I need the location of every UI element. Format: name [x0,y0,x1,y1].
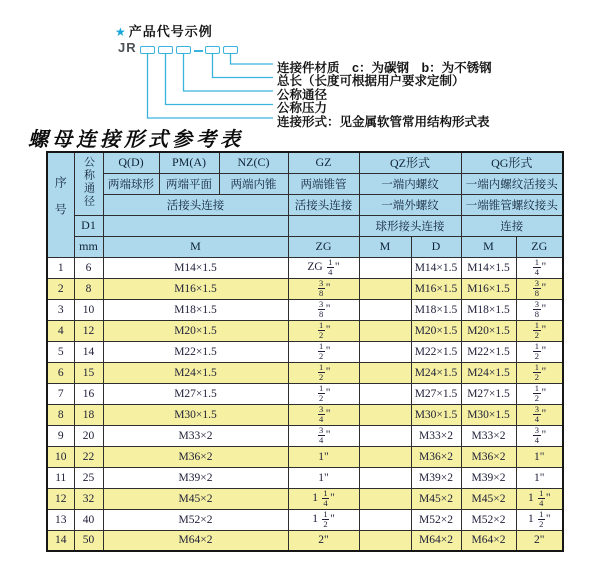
table-row [47,320,563,341]
code-box-2 [158,46,173,54]
cell-gz-zg: $\frac{1}{2}$ " [288,362,359,383]
header-qg-row2: 一端内螺纹活接头 [461,173,563,194]
header-form-q: Q(D) [103,152,159,173]
cell-m: M45×2 [103,488,288,509]
cell-qz-d: M16×1.5 [411,278,461,299]
cell-serial: 2 [47,278,74,299]
header-qg-zg: ZG [516,236,563,257]
cell-serial: 7 [47,383,74,404]
header-mm: mm [74,236,103,257]
label-nominal-pressure: 公称压力 [277,101,328,115]
header-qg-row3: 一端锥管螺纹接头 [461,194,563,215]
fraction: $\frac{3}{4}$ [319,404,324,424]
cell-qg-zg: $\frac{1}{2}$ " [516,341,563,362]
cell-qg-zg: $\frac{1}{2}$ " [516,362,563,383]
cell-dn: 12 [74,320,103,341]
cell-qz-d: M24×1.5 [411,362,461,383]
cell-m: M18×1.5 [103,299,288,320]
cell-qz-m [359,467,411,488]
cell-dn: 18 [74,404,103,425]
cell-serial: 10 [47,446,74,467]
fraction: $\frac{1}{2}$ [539,509,544,529]
cell-qg-zg: 1" [516,467,563,488]
cell-gz-zg: $\frac{1}{2}$ " [288,341,359,362]
header-zg: ZG [288,236,359,257]
cell-qz-m [359,299,411,320]
table-body [47,257,563,551]
label-connection-form: 连接形式：见金属软管常用结构形式表 [277,114,490,129]
cell-serial: 13 [47,509,74,530]
cell-m: M24×1.5 [103,362,288,383]
cell-serial: 3 [47,299,74,320]
cell-qz-d: M64×2 [411,530,461,551]
header-qg-m: M [461,236,516,257]
code-dash [194,50,203,52]
header-union-connect: 活接头连接 [103,194,288,215]
header-nominal-diameter: 公称通径 [74,152,103,215]
cell-dn: 22 [74,446,103,467]
cell-qz-m [359,341,411,362]
diagram-heading-text: 产品代号示例 [128,24,213,39]
cell-serial: 11 [47,467,74,488]
table-row [47,530,563,551]
table-row [47,509,563,530]
cell-serial: 1 [47,257,74,278]
cell-gz-zg: $\frac{1}{2}$ " [288,383,359,404]
cell-gz-zg: 1" [288,467,359,488]
header-pm-ends: 两端平面 [159,173,219,194]
label-nominal-diameter: 公称通径 [277,87,328,102]
header-d1: D1 [74,215,103,236]
cell-m: M22×1.5 [103,341,288,362]
table-row [47,467,563,488]
cell-serial: 9 [47,425,74,446]
table-row [47,446,563,467]
cell-qg-m: M30×1.5 [461,404,516,425]
cell-qg-m: M52×2 [461,509,516,530]
cell-qg-zg: $\frac{3}{8}$ " [516,278,563,299]
cell-qz-d: M30×1.5 [411,404,461,425]
cell-dn: 25 [74,467,103,488]
header-form-qz: QZ形式 [359,152,461,173]
code-prefix: JR [118,40,137,55]
fraction: $\frac{1}{2}$ [534,383,540,403]
fraction: $\frac{1}{2}$ [534,341,540,361]
code-box-3 [176,46,191,54]
cell-qz-m [359,446,411,467]
table-title: 螺母连接形式参考表 [28,127,244,151]
fraction: $\frac{1}{2}$ [319,383,324,403]
header-qz-row3: 一端外螺纹 [359,194,461,215]
cell-qz-d: M39×2 [411,467,461,488]
table-row [47,404,563,425]
cell-qg-m: M20×1.5 [461,320,516,341]
cell-qg-zg: 2" [516,530,563,551]
table-row [47,278,563,299]
fraction: $\frac{3}{4}$ [534,404,540,424]
cell-qg-m: M27×1.5 [461,383,516,404]
diagram-heading [115,21,213,40]
cell-dn: 20 [74,425,103,446]
cell-gz-zg: 1 $\frac{1}{2}$ " [288,509,359,530]
cell-dn: 8 [74,278,103,299]
header-form-nz: NZ(C) [219,152,288,173]
table-row [47,299,563,320]
cell-qg-zg: $\frac{1}{2}$ " [516,383,563,404]
nut-connection-reference-table [46,151,564,552]
cell-serial: 4 [47,320,74,341]
table-row [47,257,563,278]
cell-qz-m [359,530,411,551]
fraction: $\frac{3}{8}$ [319,278,324,298]
code-box-1 [140,46,155,54]
fraction: $\frac{1}{2}$ [319,362,324,382]
cell-m: M27×1.5 [103,383,288,404]
cell-qg-m: M64×2 [461,530,516,551]
cell-qg-zg: 1 $\frac{1}{4}$ " [516,488,563,509]
star-icon: ★ [115,25,127,39]
cell-qz-d: M36×2 [411,446,461,467]
cell-qg-zg: 1 $\frac{1}{2}$ " [516,509,563,530]
header-gz-connect: 活接头连接 [288,194,359,215]
cell-qz-d: M27×1.5 [411,383,461,404]
cell-qz-d: M14×1.5 [411,257,461,278]
cell-qg-zg: $\frac{3}{8}$ " [516,299,563,320]
cell-m: M52×2 [103,509,288,530]
label-material: 连接件材质 c：为碳钢 b：为不锈钢 [277,60,492,75]
cell-qz-d: M22×1.5 [411,341,461,362]
cell-dn: 40 [74,509,103,530]
fraction: $\frac{1}{4}$ [534,257,540,277]
cell-qg-zg: 1" [516,446,563,467]
header-qz-row4: 球形接头连接 [359,215,461,236]
header-qz-d: D [411,236,461,257]
cell-qz-d: M52×2 [411,509,461,530]
cell-gz-zg: 1" [288,446,359,467]
cell-m: M30×1.5 [103,404,288,425]
cell-m: M16×1.5 [103,278,288,299]
cell-m: M20×1.5 [103,320,288,341]
cell-gz-zg: $\frac{1}{2}$ " [288,320,359,341]
header-empty-gz [288,215,359,236]
fraction: $\frac{1}{4}$ [323,488,328,508]
cell-qz-d: M33×2 [411,425,461,446]
cell-qg-zg: $\frac{3}{4}$ " [516,404,563,425]
table-row [47,362,563,383]
cell-gz-zg: 2" [288,530,359,551]
cell-qg-m: M16×1.5 [461,278,516,299]
label-total-length: 总长（长度可根据用户要求定制） [277,74,465,88]
cell-serial: 6 [47,362,74,383]
header-m: M [103,236,288,257]
cell-m: M33×2 [103,425,288,446]
cell-qg-m: M39×2 [461,467,516,488]
header-form-qg: QG形式 [461,152,563,173]
cell-dn: 14 [74,341,103,362]
cell-gz-zg: $\frac{3}{4}$ " [288,404,359,425]
cell-dn: 15 [74,362,103,383]
header-qz-row2: 一端内螺纹 [359,173,461,194]
cell-qz-d: M18×1.5 [411,299,461,320]
cell-serial: 5 [47,341,74,362]
table-row [47,425,563,446]
header-form-gz: GZ [288,152,359,173]
cell-dn: 50 [74,530,103,551]
fraction: $\frac{1}{2}$ [319,341,324,361]
cell-gz-zg: 1 $\frac{1}{4}$ " [288,488,359,509]
header-gz-ends: 两端锥管 [288,173,359,194]
cell-dn: 32 [74,488,103,509]
table-row [47,488,563,509]
fraction: $\frac{3}{8}$ [534,278,540,298]
fraction: $\frac{1}{4}$ [328,257,333,277]
cell-m: M14×1.5 [103,257,288,278]
cell-qz-m [359,320,411,341]
cell-serial: 8 [47,404,74,425]
cell-dn: 6 [74,257,103,278]
cell-qg-m: M24×1.5 [461,362,516,383]
cell-qg-m: M36×2 [461,446,516,467]
cell-qz-m [359,488,411,509]
cell-qz-d: M45×2 [411,488,461,509]
fraction: $\frac{1}{4}$ [539,488,544,508]
cell-serial: 12 [47,488,74,509]
header-form-pm: PM(A) [159,152,219,173]
header-nz-ends: 两端内锥 [219,173,288,194]
cell-dn: 16 [74,383,103,404]
cell-qg-m: M33×2 [461,425,516,446]
cell-m: M64×2 [103,530,288,551]
cell-qz-m [359,257,411,278]
cell-qz-d: M20×1.5 [411,320,461,341]
cell-qz-m [359,278,411,299]
fraction: $\frac{3}{8}$ [319,299,324,319]
cell-gz-zg: $\frac{3}{4}$ " [288,425,359,446]
fraction: $\frac{1}{2}$ [323,509,328,529]
cell-gz-zg: $\frac{3}{8}$ " [288,278,359,299]
code-box-5 [223,46,238,54]
fraction: $\frac{3}{4}$ [319,425,324,445]
header-qg-row4: 连接 [461,215,563,236]
header-serial: 序号 [47,152,74,257]
cell-qg-m: M45×2 [461,488,516,509]
cell-gz-zg: $\frac{3}{8}$ " [288,299,359,320]
cell-qz-m [359,404,411,425]
table-header [47,152,563,257]
cell-qg-zg: $\frac{1}{2}$ " [516,320,563,341]
cell-qg-m: M22×1.5 [461,341,516,362]
header-q-ends: 两端球形 [103,173,159,194]
cell-qz-m [359,362,411,383]
cell-dn: 10 [74,299,103,320]
cell-qz-m [359,509,411,530]
cell-qg-zg: $\frac{3}{4}$ " [516,425,563,446]
header-qz-m: M [359,236,411,257]
fraction: $\frac{3}{4}$ [534,425,540,445]
cell-m: M36×2 [103,446,288,467]
cell-qg-zg: $\frac{1}{4}$ " [516,257,563,278]
table-row [47,383,563,404]
cell-m: M39×2 [103,467,288,488]
cell-qg-m: M18×1.5 [461,299,516,320]
fraction: $\frac{1}{2}$ [534,320,540,340]
code-box-4 [205,46,220,54]
fraction: $\frac{1}{2}$ [534,362,540,382]
table-row [47,341,563,362]
fraction: $\frac{3}{8}$ [534,299,540,319]
cell-qz-m [359,383,411,404]
cell-gz-zg: ZG $\frac{1}{4}$ " [288,257,359,278]
cell-serial: 14 [47,530,74,551]
fraction: $\frac{1}{2}$ [319,320,324,340]
header-empty-left [103,215,288,236]
cell-qg-m: M14×1.5 [461,257,516,278]
cell-qz-m [359,425,411,446]
